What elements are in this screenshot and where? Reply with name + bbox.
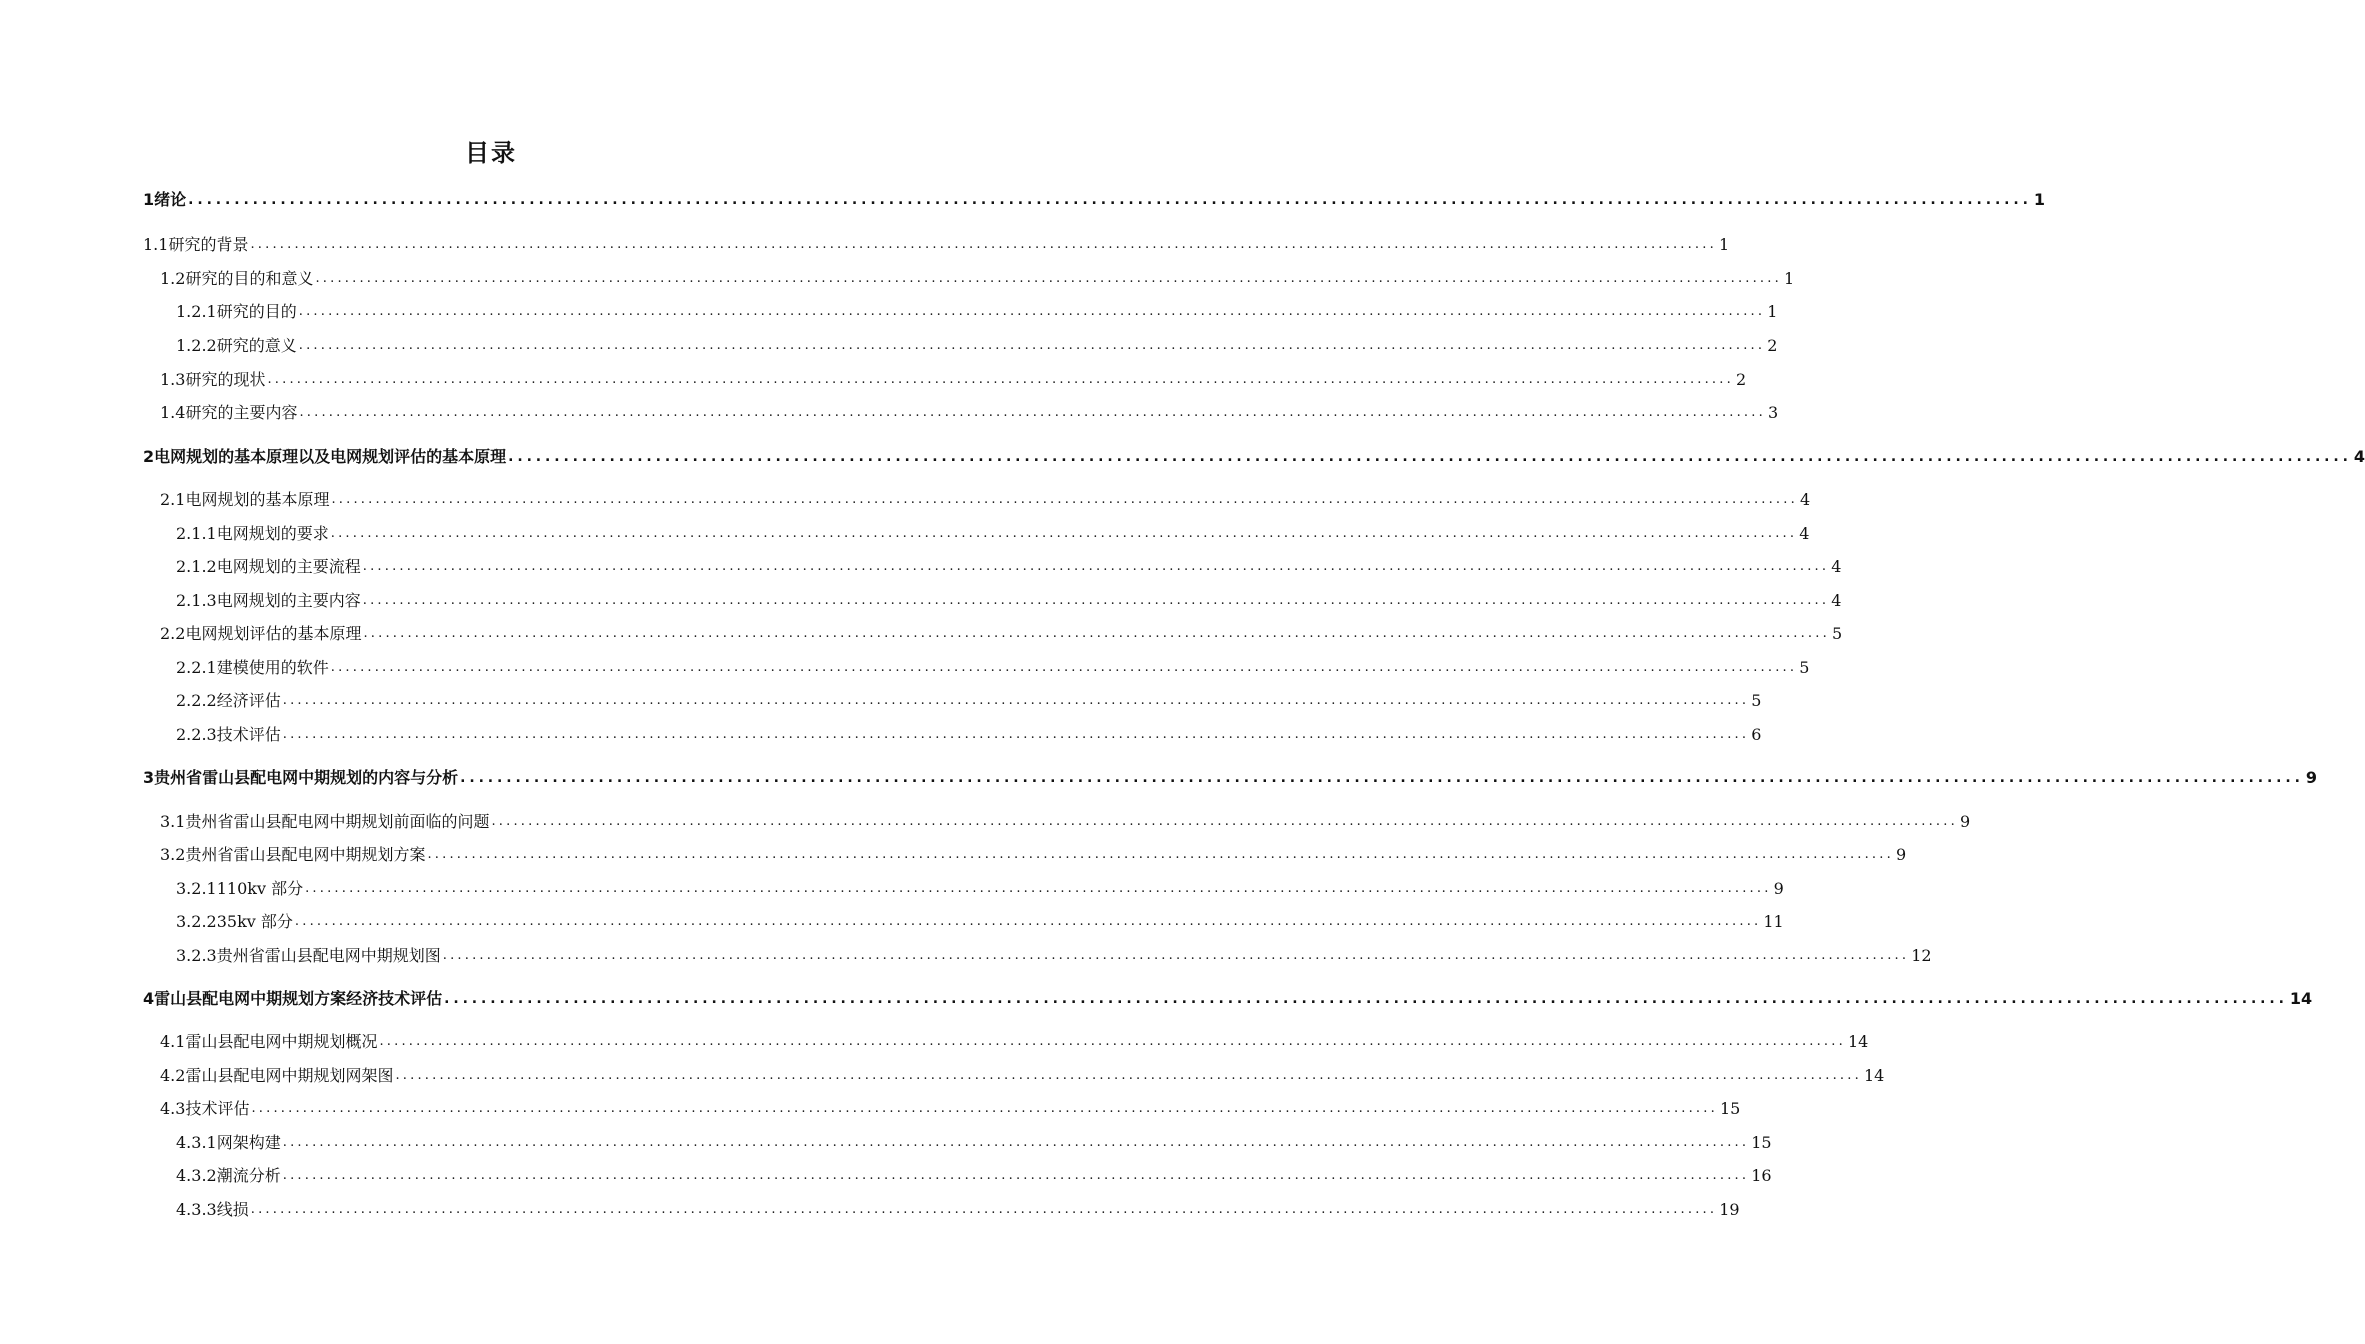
toc-entry-number: 4 [143, 989, 155, 1008]
toc-leader-dots: ........................................................................................................................................................................................................ [315, 271, 1782, 286]
toc-entry-text: 潮流分析 [216, 1166, 281, 1185]
toc-entry-number: 1 [143, 190, 155, 209]
toc-entry-text: 贵州省雷山县配电网中期规划图 [216, 946, 441, 965]
toc-entry-page: 5 [1799, 658, 1810, 677]
toc-entry[interactable] [176, 585, 1842, 611]
toc-entry-page: 15 [1751, 1133, 1772, 1152]
toc-entry-page: 9 [1773, 879, 1784, 898]
toc-entry-text: 35kv 部分 [216, 912, 293, 931]
toc-leader-dots: ........................................................................................................................................................................................................ [267, 372, 1734, 387]
toc-leader-dots: ........................................................................................................................................................................................................ [188, 192, 2032, 208]
toc-entry-number: 2.1.1 [176, 524, 217, 543]
toc-leader-dots: ........................................................................................................................................................................................................ [282, 1135, 1750, 1150]
toc-leader-dots: ........................................................................................................................................................................................................ [379, 1034, 1846, 1049]
toc-entry-text: 经济评估 [216, 691, 281, 710]
toc-entry[interactable] [160, 364, 1747, 390]
toc-entry-page: 14 [1847, 1032, 1869, 1051]
toc-leader-dots: ........................................................................................................................................................................................................ [331, 492, 1798, 507]
toc-entry-number: 4.3.2 [176, 1166, 217, 1185]
toc-entry[interactable] [160, 1026, 1869, 1052]
toc-entry[interactable] [160, 806, 1971, 832]
toc-entry-number: 2.2 [160, 624, 186, 643]
toc-entry-number: 4.1 [160, 1032, 186, 1051]
toc-entry-page: 4 [1831, 557, 1842, 576]
toc-entry-page: 4 [1799, 490, 1811, 509]
toc-entry-text: 电网规划的基本原理以及电网规划评估的基本原理 [154, 447, 507, 466]
toc-leader-dots: ........................................................................................................................................................................................................ [362, 559, 1830, 574]
toc-entry-number: 4.3.1 [176, 1133, 217, 1152]
toc-entry[interactable] [176, 685, 1762, 711]
toc-entry[interactable] [176, 1194, 1740, 1220]
toc-entry[interactable] [160, 484, 1811, 510]
toc-entry-number: 4.3 [160, 1099, 186, 1118]
toc-leader-dots: ........................................................................................................................................................................................................ [442, 948, 1910, 963]
toc-entry[interactable] [160, 263, 1795, 289]
toc-entry[interactable] [176, 719, 1762, 745]
toc-entry-text: 电网规划的主要流程 [216, 557, 361, 576]
toc-entry-page: 15 [1719, 1099, 1741, 1118]
toc-entry-page: 14 [1863, 1066, 1885, 1085]
toc-entry[interactable] [176, 296, 1778, 322]
toc-entry-page: 9 [1959, 812, 1971, 831]
toc-entry-text: 电网规划的基本原理 [185, 490, 330, 509]
toc-entry[interactable] [160, 1093, 1741, 1119]
toc-leader-dots: ........................................................................................................................................................................................................ [305, 881, 1772, 896]
toc-entry-number: 3.2.2 [176, 912, 217, 931]
toc-entry-number: 4.2 [160, 1066, 186, 1085]
toc-entry-text: 技术评估 [185, 1099, 250, 1118]
toc-leader-dots: ........................................................................................................................................................................................................ [330, 526, 1798, 541]
toc-entry-text: 网架构建 [216, 1133, 281, 1152]
toc-entry-page: 1 [1783, 269, 1795, 288]
toc-leader-dots: ........................................................................................................................................................................................................ [298, 304, 1766, 319]
toc-entry-page: 4 [2353, 447, 2365, 466]
toc-entry-page: 4 [1831, 591, 1842, 610]
toc-entry-number: 2 [143, 447, 155, 466]
toc-leader-dots: ........................................................................................................................................................................................................ [444, 991, 2288, 1007]
toc-leader-dots: ........................................................................................................................................................................................................ [282, 1168, 1750, 1183]
toc-entry[interactable] [143, 983, 2313, 1009]
toc-entry-text: 电网规划评估的基本原理 [185, 624, 362, 643]
toc-entry-number: 2.1.3 [176, 591, 217, 610]
toc-entry-number: 4.3.3 [176, 1200, 217, 1219]
toc-entry[interactable] [176, 1127, 1772, 1153]
toc-entry[interactable] [176, 1160, 1772, 1186]
toc-entry-page: 14 [2289, 989, 2313, 1008]
toc-entry[interactable] [143, 441, 2365, 467]
toc-entry[interactable] [176, 330, 1778, 356]
toc-entry-text: 贵州省雷山县配电网中期规划方案 [185, 845, 426, 864]
toc-entry-number: 1.3 [160, 370, 186, 389]
toc-leader-dots: ........................................................................................................................................................................................................ [282, 693, 1750, 708]
toc-leader-dots: ........................................................................................................................................................................................................ [363, 626, 1830, 641]
toc-leader-dots: ........................................................................................................................................................................................................ [362, 593, 1830, 608]
toc-entry-text: 雷山县配电网中期规划概况 [185, 1032, 378, 1051]
toc-entry-page: 9 [1895, 845, 1907, 864]
toc-leader-dots: ........................................................................................................................................................................................................ [330, 660, 1798, 675]
toc-entry-text: 110kv 部分 [216, 879, 304, 898]
toc-entry-text: 研究的主要内容 [185, 403, 298, 422]
toc-entry[interactable] [176, 652, 1810, 678]
toc-entry[interactable] [160, 397, 1779, 423]
toc-entry-number: 1.2.2 [176, 336, 217, 355]
toc-leader-dots: ........................................................................................................................................................................................................ [251, 1101, 1718, 1116]
toc-entry[interactable] [176, 873, 1784, 899]
toc-entry-text: 雷山县配电网中期规划方案经济技术评估 [154, 989, 443, 1008]
toc-entry-page: 1 [1767, 302, 1778, 321]
toc-entry-number: 2.1 [160, 490, 186, 509]
toc-entry-text: 研究的背景 [168, 235, 249, 254]
toc-leader-dots: ........................................................................................................................................................................................................ [508, 449, 2352, 465]
toc-entry-page: 12 [1911, 946, 1932, 965]
toc-leader-dots: ........................................................................................................................................................................................................ [395, 1068, 1862, 1083]
toc-entry[interactable] [176, 906, 1784, 932]
toc-leader-dots: ........................................................................................................................................................................................................ [298, 338, 1766, 353]
toc-entry-number: 1.2.1 [176, 302, 217, 321]
toc-entry[interactable] [143, 229, 1730, 255]
toc-entry[interactable] [176, 940, 1932, 966]
toc-entry-page: 9 [2305, 768, 2317, 787]
toc-entry-text: 贵州省雷山县配电网中期规划的内容与分析 [154, 768, 459, 787]
toc-entry-page: 16 [1751, 1166, 1772, 1185]
toc-entry[interactable] [143, 762, 2317, 788]
toc-title: 目录 [465, 139, 517, 167]
toc-entry-number: 1.2 [160, 269, 186, 288]
toc-leader-dots: ........................................................................................................................................................................................................ [427, 847, 1894, 862]
toc-entry-number: 1.4 [160, 403, 186, 422]
toc-entry-page: 1 [1718, 235, 1730, 254]
toc-entry-text: 贵州省雷山县配电网中期规划前面临的问题 [185, 812, 490, 831]
toc-entry[interactable] [143, 184, 2045, 210]
toc-entry-text: 技术评估 [216, 725, 281, 744]
toc-entry-text: 建模使用的软件 [216, 658, 329, 677]
toc-entry-text: 研究的目的 [216, 302, 297, 321]
toc-leader-dots: ........................................................................................................................................................................................................ [491, 814, 1958, 829]
toc-entry-number: 1.1 [143, 235, 169, 254]
toc-entry-text: 研究的现状 [185, 370, 266, 389]
toc-entry-page: 6 [1751, 725, 1762, 744]
toc-entry-text: 电网规划的主要内容 [216, 591, 361, 610]
toc-entry-page: 2 [1767, 336, 1778, 355]
toc-leader-dots: ........................................................................................................................................................................................................ [250, 237, 1717, 252]
toc-entry-number: 3 [143, 768, 155, 787]
toc-entry[interactable] [160, 839, 1907, 865]
toc-leader-dots: ........................................................................................................................................................................................................ [294, 914, 1762, 929]
toc-entry[interactable] [160, 1060, 1885, 1086]
toc-entry-number: 2.2.1 [176, 658, 217, 677]
toc-entry[interactable] [176, 551, 1842, 577]
toc-entry-number: 3.2.1 [176, 879, 217, 898]
toc-entry-page: 11 [1763, 912, 1784, 931]
toc-entry-text: 雷山县配电网中期规划网架图 [185, 1066, 394, 1085]
toc-entry-number: 2.2.3 [176, 725, 217, 744]
toc-leader-dots: ........................................................................................................................................................................................................ [299, 405, 1766, 420]
toc-entry-text: 研究的目的和意义 [185, 269, 314, 288]
toc-entry-page: 1 [2033, 190, 2045, 209]
toc-entry-page: 5 [1831, 624, 1843, 643]
toc-entry-page: 2 [1735, 370, 1747, 389]
toc-entry-text: 电网规划的要求 [216, 524, 329, 543]
toc-entry-text: 线损 [216, 1200, 249, 1219]
toc-leader-dots: ........................................................................................................................................................................................................ [250, 1202, 1718, 1217]
toc-entry-number: 3.2.3 [176, 946, 217, 965]
toc-entry[interactable] [176, 518, 1810, 544]
toc-entry[interactable] [160, 618, 1843, 644]
toc-entry-page: 5 [1751, 691, 1762, 710]
toc-leader-dots: ........................................................................................................................................................................................................ [282, 727, 1750, 742]
toc-entry-number: 2.1.2 [176, 557, 217, 576]
toc-entry-number: 3.1 [160, 812, 186, 831]
toc-entry-text: 研究的意义 [216, 336, 297, 355]
toc-entry-number: 3.2 [160, 845, 186, 864]
toc-entry-number: 2.2.2 [176, 691, 217, 710]
toc-entry-page: 19 [1719, 1200, 1740, 1219]
toc-entry-page: 3 [1767, 403, 1779, 422]
toc-leader-dots: ........................................................................................................................................................................................................ [460, 770, 2304, 786]
toc-entry-page: 4 [1799, 524, 1810, 543]
toc-entry-text: 绪论 [154, 190, 187, 209]
